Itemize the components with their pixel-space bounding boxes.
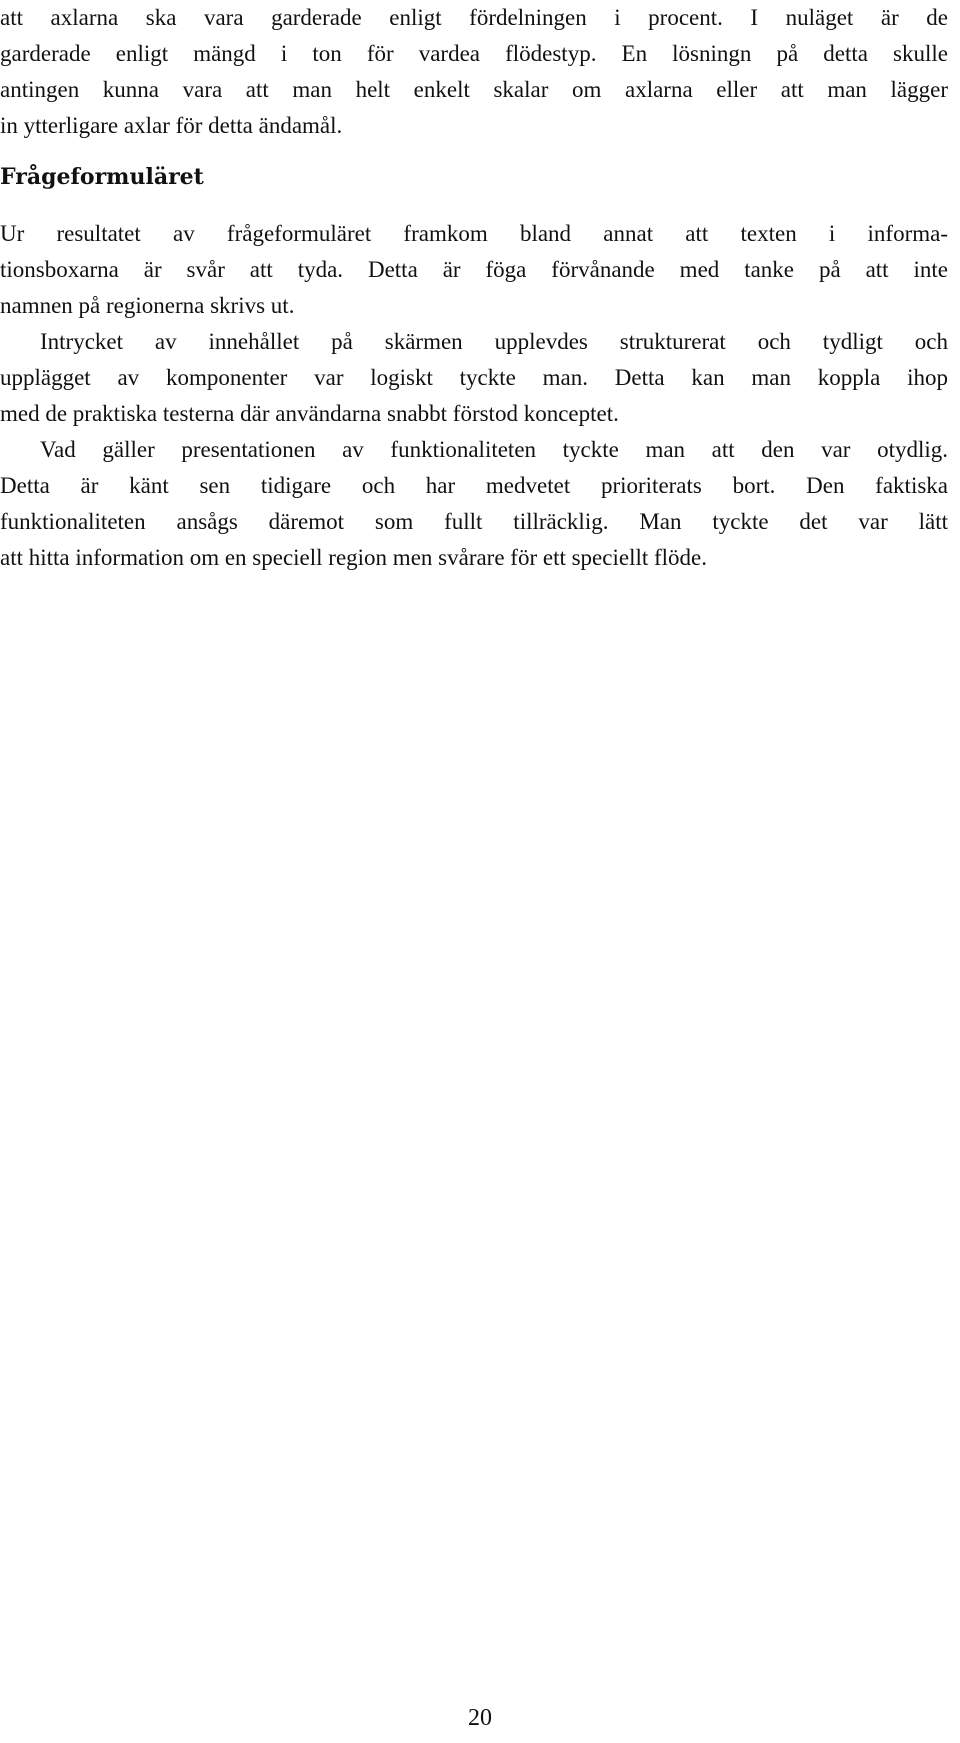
text-line: funktionaliteten ansågs däremot som fullt tillräcklig. Man tyckte det var lätt — [0, 509, 948, 534]
text-line: att axlarna ska vara garderade enligt fördelningen i procent. I nuläget är de — [0, 5, 948, 30]
paragraph-structure — [0, 324, 948, 432]
paragraph-readability — [0, 216, 948, 324]
page-number: 20 — [468, 1705, 492, 1731]
text-line: med de praktiska testerna där användarna snabbt förstod konceptet. — [0, 401, 619, 426]
text-line: Ur resultatet av frågeformuläret framkom bland annat att texten i informa- — [0, 221, 948, 246]
section-heading: Frågeformuläret — [0, 164, 204, 190]
paragraph-functionality — [0, 432, 948, 576]
text-line: Vad gäller presentationen av funktionaliteten tyckte man att den var otydlig. — [40, 437, 948, 462]
text-line: garderade enligt mängd i ton för vardea flödestyp. En lösningn på detta skulle — [0, 41, 948, 66]
text-line: namnen på regionerna skrivs ut. — [0, 293, 295, 318]
text-line: att hitta information om en speciell region men svårare för ett speciellt flöde. — [0, 545, 708, 570]
text-line: Intrycket av innehållet på skärmen upplevdes strukturerat och tydligt och — [40, 329, 948, 354]
text-line: tionsboxarna är svår att tyda. Detta är föga förvånande med tanke på att inte — [0, 257, 948, 282]
text-line: antingen kunna vara att man helt enkelt skalar om axlarna eller att man lägger — [0, 77, 948, 102]
text-line: in ytterligare axlar för detta ändamål. — [0, 113, 343, 138]
intro-paragraph — [0, 0, 948, 144]
text-line: Detta är känt sen tidigare och har medvetet prioriterats bort. Den faktiska — [0, 473, 948, 498]
text-line: upplägget av komponenter var logiskt tyckte man. Detta kan man koppla ihop — [0, 365, 948, 390]
